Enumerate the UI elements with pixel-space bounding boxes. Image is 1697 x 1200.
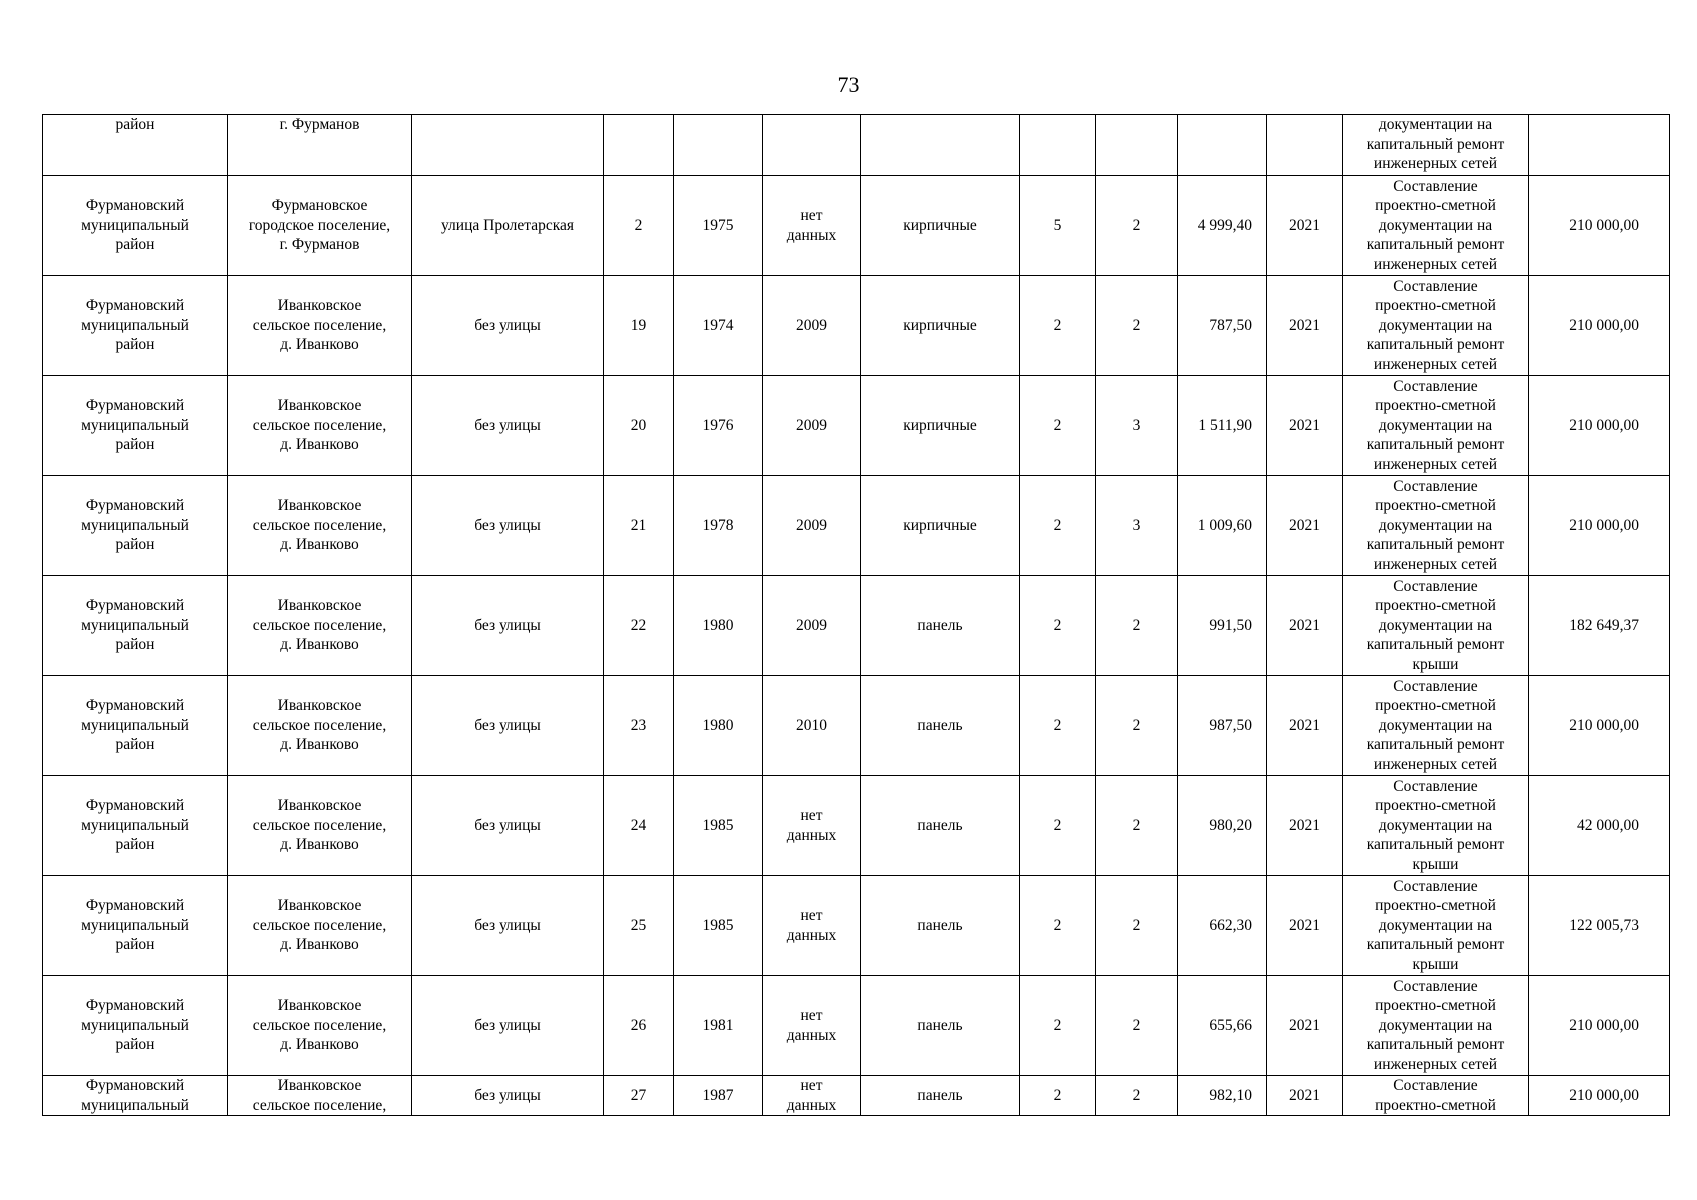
wall-material-cell (861, 115, 1020, 176)
entrances-cell: 2 (1096, 876, 1178, 976)
work-type-cell: Составление проектно-сметной документации на капитальный ремонт инженерных сетей (1343, 176, 1529, 276)
street-cell: без улицы (412, 476, 604, 576)
house-number-cell: 23 (604, 676, 674, 776)
street-cell: без улицы (412, 676, 604, 776)
table-row (43, 876, 1670, 976)
street-cell: без улицы (412, 576, 604, 676)
year-repair-cell: 2009 (763, 276, 861, 376)
settlement-cell: Иванковское сельское поселение, (228, 1076, 412, 1116)
wall-material-cell: панель (861, 976, 1020, 1076)
plan-year-cell: 2021 (1267, 676, 1343, 776)
wall-material-cell: панель (861, 676, 1020, 776)
plan-year-cell: 2021 (1267, 476, 1343, 576)
entrances-cell: 2 (1096, 176, 1178, 276)
work-type-cell: Составление проектно-сметной документации на капитальный ремонт инженерных сетей (1343, 976, 1529, 1076)
cost-cell: 210 000,00 (1529, 376, 1670, 476)
plan-year-cell: 2021 (1267, 576, 1343, 676)
work-type-cell: Составление проектно-сметной документации на капитальный ремонт инженерных сетей (1343, 676, 1529, 776)
work-type-cell: Составление проектно-сметной документации на капитальный ремонт инженерных сетей (1343, 276, 1529, 376)
year-built-cell (674, 115, 763, 176)
entrances-cell (1096, 115, 1178, 176)
area-cell (1178, 115, 1267, 176)
year-built-cell: 1976 (674, 376, 763, 476)
cost-cell (1529, 115, 1670, 176)
house-number-cell: 26 (604, 976, 674, 1076)
plan-year-cell: 2021 (1267, 176, 1343, 276)
entrances-cell: 2 (1096, 976, 1178, 1076)
wall-material-cell: кирпичные (861, 376, 1020, 476)
floors-cell: 2 (1020, 876, 1096, 976)
table-row (43, 376, 1670, 476)
settlement-cell: Иванковское сельское поселение, д. Иванково (228, 776, 412, 876)
plan-year-cell: 2021 (1267, 776, 1343, 876)
district-cell: Фурмановский муниципальный район (43, 576, 228, 676)
floors-cell: 2 (1020, 576, 1096, 676)
year-built-cell: 1975 (674, 176, 763, 276)
cost-cell: 210 000,00 (1529, 476, 1670, 576)
entrances-cell: 2 (1096, 576, 1178, 676)
cost-cell: 42 000,00 (1529, 776, 1670, 876)
area-cell: 991,50 (1178, 576, 1267, 676)
wall-material-cell: панель (861, 776, 1020, 876)
area-cell: 987,50 (1178, 676, 1267, 776)
table-row (43, 476, 1670, 576)
cost-cell: 210 000,00 (1529, 1076, 1670, 1116)
wall-material-cell: кирпичные (861, 476, 1020, 576)
street-cell: без улицы (412, 776, 604, 876)
year-repair-cell: 2009 (763, 476, 861, 576)
cost-cell: 210 000,00 (1529, 976, 1670, 1076)
area-cell: 982,10 (1178, 1076, 1267, 1116)
district-cell: Фурмановский муниципальный район (43, 376, 228, 476)
area-cell: 787,50 (1178, 276, 1267, 376)
street-cell: улица Пролетарская (412, 176, 604, 276)
work-type-cell: документации на капитальный ремонт инженерных сетей (1343, 115, 1529, 176)
district-cell: Фурмановский муниципальный (43, 1076, 228, 1116)
cost-cell: 182 649,37 (1529, 576, 1670, 676)
year-built-cell: 1985 (674, 776, 763, 876)
table-row (43, 276, 1670, 376)
district-cell: Фурмановский муниципальный район (43, 276, 228, 376)
street-cell (412, 115, 604, 176)
settlement-cell: Иванковское сельское поселение, д. Иванково (228, 276, 412, 376)
year-repair-cell: нет данных (763, 976, 861, 1076)
district-cell: Фурмановский муниципальный район (43, 976, 228, 1076)
floors-cell: 5 (1020, 176, 1096, 276)
street-cell: без улицы (412, 976, 604, 1076)
district-cell: Фурмановский муниципальный район (43, 776, 228, 876)
district-cell: Фурмановский муниципальный район (43, 676, 228, 776)
work-type-cell: Составление проектно-сметной документации на капитальный ремонт инженерных сетей (1343, 376, 1529, 476)
settlement-cell: Иванковское сельское поселение, д. Иванково (228, 676, 412, 776)
plan-year-cell: 2021 (1267, 976, 1343, 1076)
area-cell: 4 999,40 (1178, 176, 1267, 276)
table-row (43, 115, 1670, 176)
table-row (43, 676, 1670, 776)
entrances-cell: 3 (1096, 376, 1178, 476)
entrances-cell: 2 (1096, 776, 1178, 876)
house-number-cell (604, 115, 674, 176)
year-built-cell: 1985 (674, 876, 763, 976)
wall-material-cell: кирпичные (861, 176, 1020, 276)
house-number-cell: 19 (604, 276, 674, 376)
year-repair-cell (763, 115, 861, 176)
floors-cell: 2 (1020, 776, 1096, 876)
year-repair-cell: нет данных (763, 776, 861, 876)
cost-cell: 210 000,00 (1529, 176, 1670, 276)
floors-cell: 2 (1020, 376, 1096, 476)
cost-cell: 210 000,00 (1529, 676, 1670, 776)
plan-year-cell: 2021 (1267, 1076, 1343, 1116)
year-built-cell: 1987 (674, 1076, 763, 1116)
year-built-cell: 1978 (674, 476, 763, 576)
year-built-cell: 1980 (674, 676, 763, 776)
floors-cell: 2 (1020, 476, 1096, 576)
area-cell: 662,30 (1178, 876, 1267, 976)
page-number: 73 (837, 72, 860, 97)
cost-cell: 210 000,00 (1529, 276, 1670, 376)
year-repair-cell: нет данных (763, 1076, 861, 1116)
floors-cell: 2 (1020, 676, 1096, 776)
area-cell: 1 511,90 (1178, 376, 1267, 476)
year-built-cell: 1974 (674, 276, 763, 376)
settlement-cell: Иванковское сельское поселение, д. Иванково (228, 576, 412, 676)
district-cell: район (43, 115, 228, 176)
entrances-cell: 2 (1096, 1076, 1178, 1116)
plan-year-cell (1267, 115, 1343, 176)
settlement-cell: Иванковское сельское поселение, д. Иванково (228, 376, 412, 476)
street-cell: без улицы (412, 876, 604, 976)
area-cell: 655,66 (1178, 976, 1267, 1076)
house-number-cell: 27 (604, 1076, 674, 1116)
repair-plan-table (42, 114, 1670, 1116)
wall-material-cell: панель (861, 1076, 1020, 1116)
floors-cell: 2 (1020, 976, 1096, 1076)
work-type-cell: Составление проектно-сметной документации на капитальный ремонт крыши (1343, 576, 1529, 676)
year-repair-cell: 2009 (763, 576, 861, 676)
settlement-cell: г. Фурманов (228, 115, 412, 176)
entrances-cell: 2 (1096, 676, 1178, 776)
cost-cell: 122 005,73 (1529, 876, 1670, 976)
area-cell: 980,20 (1178, 776, 1267, 876)
floors-cell (1020, 115, 1096, 176)
work-type-cell: Составление проектно-сметной документации на капитальный ремонт инженерных сетей (1343, 476, 1529, 576)
settlement-cell: Иванковское сельское поселение, д. Иванково (228, 476, 412, 576)
house-number-cell: 21 (604, 476, 674, 576)
plan-year-cell: 2021 (1267, 376, 1343, 476)
district-cell: Фурмановский муниципальный район (43, 876, 228, 976)
entrances-cell: 2 (1096, 276, 1178, 376)
year-repair-cell: нет данных (763, 876, 861, 976)
house-number-cell: 22 (604, 576, 674, 676)
work-type-cell: Составление проектно-сметной документации на капитальный ремонт крыши (1343, 776, 1529, 876)
district-cell: Фурмановский муниципальный район (43, 176, 228, 276)
street-cell: без улицы (412, 376, 604, 476)
house-number-cell: 25 (604, 876, 674, 976)
floors-cell: 2 (1020, 276, 1096, 376)
settlement-cell: Иванковское сельское поселение, д. Иванково (228, 976, 412, 1076)
house-number-cell: 20 (604, 376, 674, 476)
wall-material-cell: панель (861, 576, 1020, 676)
work-type-cell: Составление проектно-сметной (1343, 1076, 1529, 1116)
plan-year-cell: 2021 (1267, 276, 1343, 376)
street-cell: без улицы (412, 1076, 604, 1116)
table-row (43, 776, 1670, 876)
table-row (43, 576, 1670, 676)
table-row (43, 976, 1670, 1076)
table-row (43, 1076, 1670, 1116)
wall-material-cell: панель (861, 876, 1020, 976)
settlement-cell: Иванковское сельское поселение, д. Иванково (228, 876, 412, 976)
entrances-cell: 3 (1096, 476, 1178, 576)
house-number-cell: 24 (604, 776, 674, 876)
year-repair-cell: 2010 (763, 676, 861, 776)
plan-year-cell: 2021 (1267, 876, 1343, 976)
work-type-cell: Составление проектно-сметной документации на капитальный ремонт крыши (1343, 876, 1529, 976)
wall-material-cell: кирпичные (861, 276, 1020, 376)
year-built-cell: 1980 (674, 576, 763, 676)
house-number-cell: 2 (604, 176, 674, 276)
year-repair-cell: 2009 (763, 376, 861, 476)
street-cell: без улицы (412, 276, 604, 376)
year-repair-cell: нет данных (763, 176, 861, 276)
settlement-cell: Фурмановское городское поселение, г. Фурманов (228, 176, 412, 276)
area-cell: 1 009,60 (1178, 476, 1267, 576)
table-row (43, 176, 1670, 276)
floors-cell: 2 (1020, 1076, 1096, 1116)
year-built-cell: 1981 (674, 976, 763, 1076)
district-cell: Фурмановский муниципальный район (43, 476, 228, 576)
